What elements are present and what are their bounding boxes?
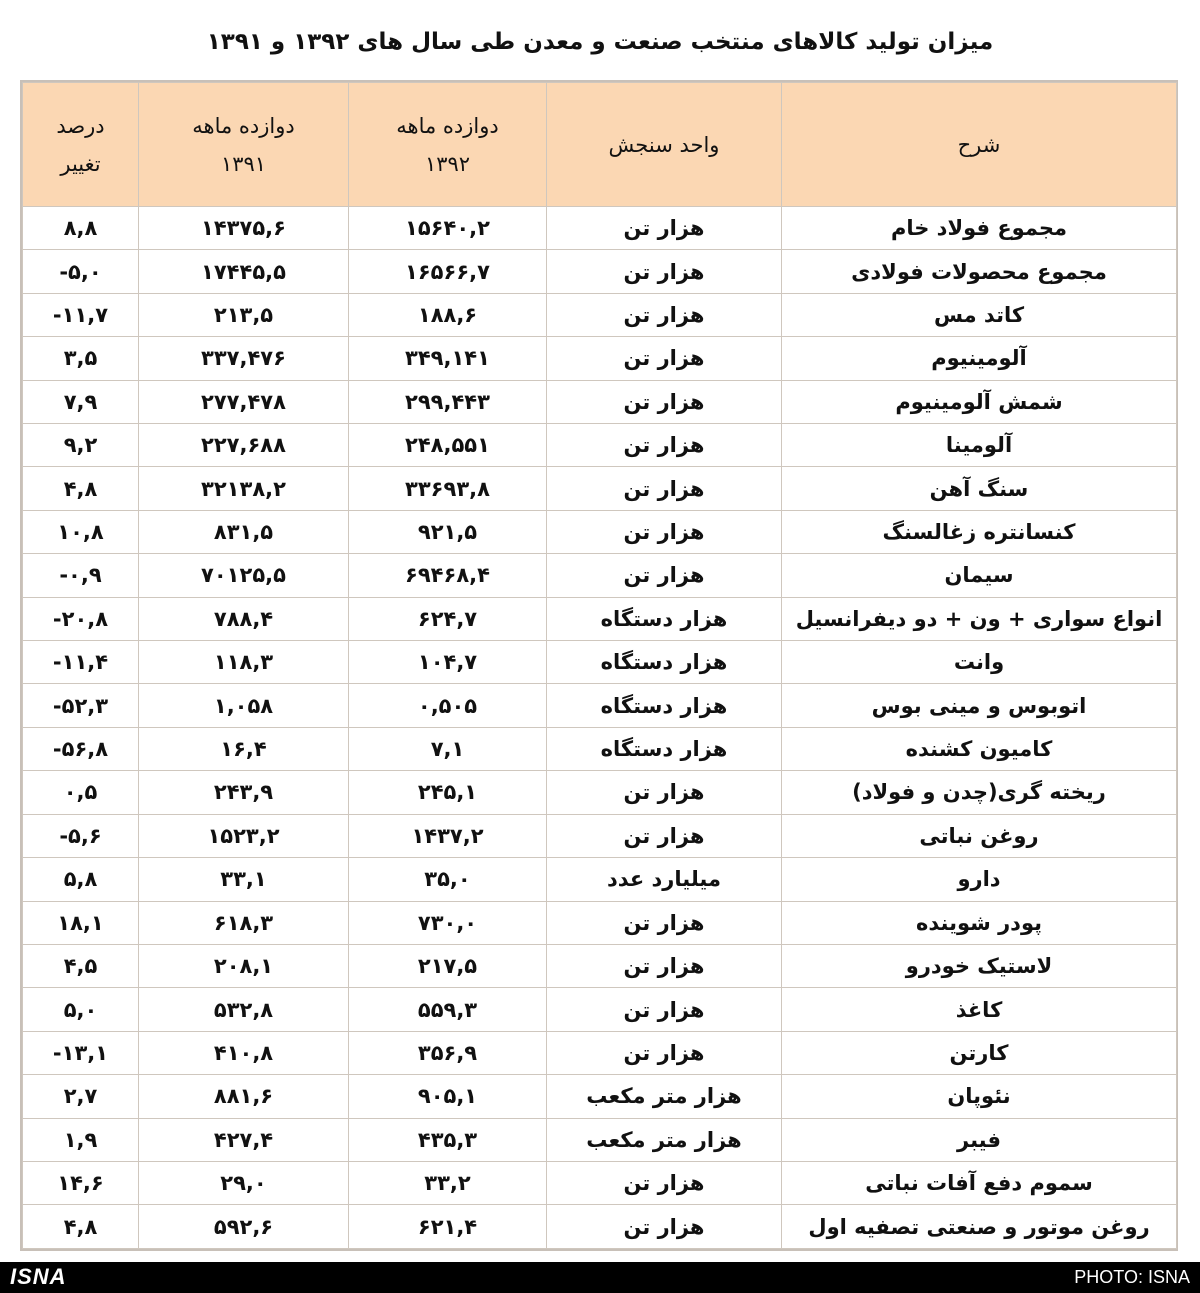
cell-description: روغن نباتی [782, 814, 1177, 857]
table-row [23, 1205, 1177, 1249]
table-row [23, 814, 1177, 857]
cell-unit: هزار دستگاه [547, 727, 782, 770]
cell-change-percent: ۴,۵ [23, 944, 139, 987]
cell-description: انواع سواری + ون + دو دیفرانسیل [782, 597, 1177, 640]
cell-description: روغن موتور و صنعتی تصفیه اول [782, 1205, 1177, 1249]
cell-value-1392: ۱۶۵۶۶,۷ [349, 250, 547, 293]
cell-unit: هزار تن [547, 207, 782, 250]
cell-value-1391: ۴۱۰,۸ [139, 1031, 349, 1074]
table-row [23, 250, 1177, 293]
table-row [23, 337, 1177, 380]
cell-value-1392: ۱۵۶۴۰,۲ [349, 207, 547, 250]
cell-unit: هزار تن [547, 771, 782, 814]
cell-value-1391: ۶۱۸,۳ [139, 901, 349, 944]
cell-unit: هزار تن [547, 1161, 782, 1204]
cell-unit: هزار تن [547, 1205, 782, 1249]
cell-value-1391: ۳۲۱۳۸,۲ [139, 467, 349, 510]
cell-change-percent: ۵,۰ [23, 988, 139, 1031]
cell-change-percent: -۵,۰ [23, 250, 139, 293]
production-table-container [20, 80, 1178, 1251]
photo-credit: PHOTO: ISNA [1074, 1267, 1190, 1287]
cell-unit: هزار تن [547, 380, 782, 423]
cell-change-percent: ۱۸,۱ [23, 901, 139, 944]
cell-value-1391: ۲۱۳,۵ [139, 293, 349, 336]
page-title: میزان تولید کالاهای منتخب صنعت و معدن طی سال های ۱۳۹۲ و ۱۳۹۱ [206, 29, 994, 55]
header-year-1391: دوازده ماهه ۱۳۹۱ [139, 83, 349, 207]
cell-value-1391: ۱۱۸,۳ [139, 641, 349, 684]
cell-description: فیبر [782, 1118, 1177, 1161]
header-unit: واحد سنجش [547, 83, 782, 207]
production-table [22, 82, 1177, 1249]
cell-description: کنسانتره زغالسنگ [782, 510, 1177, 553]
cell-value-1391: ۷۰۱۲۵,۵ [139, 554, 349, 597]
cell-change-percent: -۱۱,۴ [23, 641, 139, 684]
cell-value-1391: ۵۳۲,۸ [139, 988, 349, 1031]
cell-description: لاستیک خودرو [782, 944, 1177, 987]
cell-description: سیمان [782, 554, 1177, 597]
cell-unit: هزار تن [547, 467, 782, 510]
cell-description: اتوبوس و مینی بوس [782, 684, 1177, 727]
cell-change-percent: -۲۰,۸ [23, 597, 139, 640]
cell-unit: هزار تن [547, 337, 782, 380]
cell-unit: هزار تن [547, 250, 782, 293]
header-description: شرح [782, 83, 1177, 207]
cell-value-1391: ۷۸۸,۴ [139, 597, 349, 640]
brand-logo: ISNA [10, 1264, 67, 1289]
cell-description: آلومینا [782, 424, 1177, 467]
table-body [23, 207, 1177, 1249]
cell-value-1391: ۲۰۸,۱ [139, 944, 349, 987]
cell-unit: هزار تن [547, 814, 782, 857]
table-row [23, 944, 1177, 987]
cell-change-percent: ۱۰,۸ [23, 510, 139, 553]
cell-description: سنگ آهن [782, 467, 1177, 510]
cell-change-percent: ۸,۸ [23, 207, 139, 250]
cell-value-1391: ۲۷۷,۴۷۸ [139, 380, 349, 423]
cell-change-percent: -۱۱,۷ [23, 293, 139, 336]
cell-value-1391: ۸۸۱,۶ [139, 1075, 349, 1118]
cell-change-percent: ۱۴,۶ [23, 1161, 139, 1204]
cell-value-1392: ۳۵۶,۹ [349, 1031, 547, 1074]
cell-value-1392: ۴۳۵,۳ [349, 1118, 547, 1161]
cell-description: شمش آلومینیوم [782, 380, 1177, 423]
cell-change-percent: ۴,۸ [23, 467, 139, 510]
cell-value-1392: ۱۴۳۷,۲ [349, 814, 547, 857]
cell-value-1391: ۲۹,۰ [139, 1161, 349, 1204]
table-row [23, 510, 1177, 553]
cell-value-1392: ۳۵,۰ [349, 858, 547, 901]
table-row [23, 1118, 1177, 1161]
cell-value-1391: ۳۳۷,۴۷۶ [139, 337, 349, 380]
cell-unit: هزار دستگاه [547, 684, 782, 727]
cell-change-percent: ۴,۸ [23, 1205, 139, 1249]
cell-change-percent: -۱۳,۱ [23, 1031, 139, 1074]
cell-value-1392: ۱۰۴,۷ [349, 641, 547, 684]
table-row [23, 1031, 1177, 1074]
cell-unit: هزار دستگاه [547, 597, 782, 640]
cell-value-1392: ۳۳۶۹۳,۸ [349, 467, 547, 510]
cell-value-1392: ۳۴۹,۱۴۱ [349, 337, 547, 380]
cell-unit: هزار تن [547, 293, 782, 336]
cell-unit: هزار متر مکعب [547, 1118, 782, 1161]
cell-value-1391: ۱۶,۴ [139, 727, 349, 770]
cell-description: کارتن [782, 1031, 1177, 1074]
cell-description: پودر شوینده [782, 901, 1177, 944]
table-row [23, 901, 1177, 944]
cell-value-1392: ۶۹۴۶۸,۴ [349, 554, 547, 597]
table-row [23, 380, 1177, 423]
cell-value-1392: ۹۰۵,۱ [349, 1075, 547, 1118]
cell-change-percent: -۰,۹ [23, 554, 139, 597]
cell-value-1391: ۱,۰۵۸ [139, 684, 349, 727]
cell-value-1392: ۲۴۵,۱ [349, 771, 547, 814]
cell-unit: هزار تن [547, 554, 782, 597]
table-row [23, 858, 1177, 901]
table-row [23, 1075, 1177, 1118]
cell-value-1392: ۶۲۱,۴ [349, 1205, 547, 1249]
cell-description: آلومینیوم [782, 337, 1177, 380]
cell-value-1392: ۲۴۸,۵۵۱ [349, 424, 547, 467]
cell-value-1391: ۵۹۲,۶ [139, 1205, 349, 1249]
cell-value-1392: ۷,۱ [349, 727, 547, 770]
cell-description: دارو [782, 858, 1177, 901]
table-row [23, 554, 1177, 597]
header-year-1392: دوازده ماهه ۱۳۹۲ [349, 83, 547, 207]
cell-change-percent: -۵,۶ [23, 814, 139, 857]
cell-description: نئوپان [782, 1075, 1177, 1118]
cell-value-1392: ۰,۵۰۵ [349, 684, 547, 727]
footer-bar [0, 1262, 1200, 1293]
cell-value-1391: ۱۷۴۴۵,۵ [139, 250, 349, 293]
table-row [23, 424, 1177, 467]
cell-value-1392: ۲۹۹,۴۴۳ [349, 380, 547, 423]
cell-change-percent: ۰,۵ [23, 771, 139, 814]
cell-value-1392: ۵۵۹,۳ [349, 988, 547, 1031]
table-row [23, 988, 1177, 1031]
cell-value-1392: ۷۳۰,۰ [349, 901, 547, 944]
cell-unit: هزار متر مکعب [547, 1075, 782, 1118]
table-row [23, 293, 1177, 336]
cell-change-percent: ۵,۸ [23, 858, 139, 901]
cell-description: مجموع محصولات فولادی [782, 250, 1177, 293]
table-row [23, 771, 1177, 814]
table-row [23, 597, 1177, 640]
cell-value-1391: ۸۳۱,۵ [139, 510, 349, 553]
cell-value-1391: ۴۲۷,۴ [139, 1118, 349, 1161]
table-row [23, 207, 1177, 250]
cell-unit: هزار تن [547, 510, 782, 553]
cell-description: کامیون کشنده [782, 727, 1177, 770]
cell-unit: هزار تن [547, 988, 782, 1031]
cell-description: ریخته گری(چدن و فولاد) [782, 771, 1177, 814]
cell-unit: هزار دستگاه [547, 641, 782, 684]
cell-unit: هزار تن [547, 944, 782, 987]
header-change-percent: درصد تغییر [23, 83, 139, 207]
cell-value-1391: ۱۵۲۳,۲ [139, 814, 349, 857]
cell-value-1391: ۲۴۳,۹ [139, 771, 349, 814]
cell-description: کاتد مس [782, 293, 1177, 336]
cell-change-percent: -۵۶,۸ [23, 727, 139, 770]
cell-description: سموم دفع آفات نباتی [782, 1161, 1177, 1204]
cell-change-percent: ۲,۷ [23, 1075, 139, 1118]
cell-description: کاغذ [782, 988, 1177, 1031]
cell-change-percent: ۳,۵ [23, 337, 139, 380]
cell-value-1392: ۶۲۴,۷ [349, 597, 547, 640]
cell-change-percent: ۹,۲ [23, 424, 139, 467]
cell-value-1391: ۱۴۳۷۵,۶ [139, 207, 349, 250]
cell-value-1392: ۹۲۱,۵ [349, 510, 547, 553]
cell-unit: هزار تن [547, 424, 782, 467]
cell-unit: میلیارد عدد [547, 858, 782, 901]
cell-value-1392: ۳۳,۲ [349, 1161, 547, 1204]
table-row [23, 467, 1177, 510]
cell-description: مجموع فولاد خام [782, 207, 1177, 250]
cell-value-1392: ۱۸۸,۶ [349, 293, 547, 336]
cell-value-1391: ۲۲۷,۶۸۸ [139, 424, 349, 467]
cell-change-percent: ۷,۹ [23, 380, 139, 423]
cell-change-percent: ۱,۹ [23, 1118, 139, 1161]
table-row [23, 1161, 1177, 1204]
table-row [23, 727, 1177, 770]
cell-value-1392: ۲۱۷,۵ [349, 944, 547, 987]
table-row [23, 641, 1177, 684]
table-row [23, 684, 1177, 727]
cell-unit: هزار تن [547, 1031, 782, 1074]
cell-description: وانت [782, 641, 1177, 684]
table-header-row [23, 83, 1177, 207]
cell-unit: هزار تن [547, 901, 782, 944]
cell-value-1391: ۳۳,۱ [139, 858, 349, 901]
cell-change-percent: -۵۲,۳ [23, 684, 139, 727]
